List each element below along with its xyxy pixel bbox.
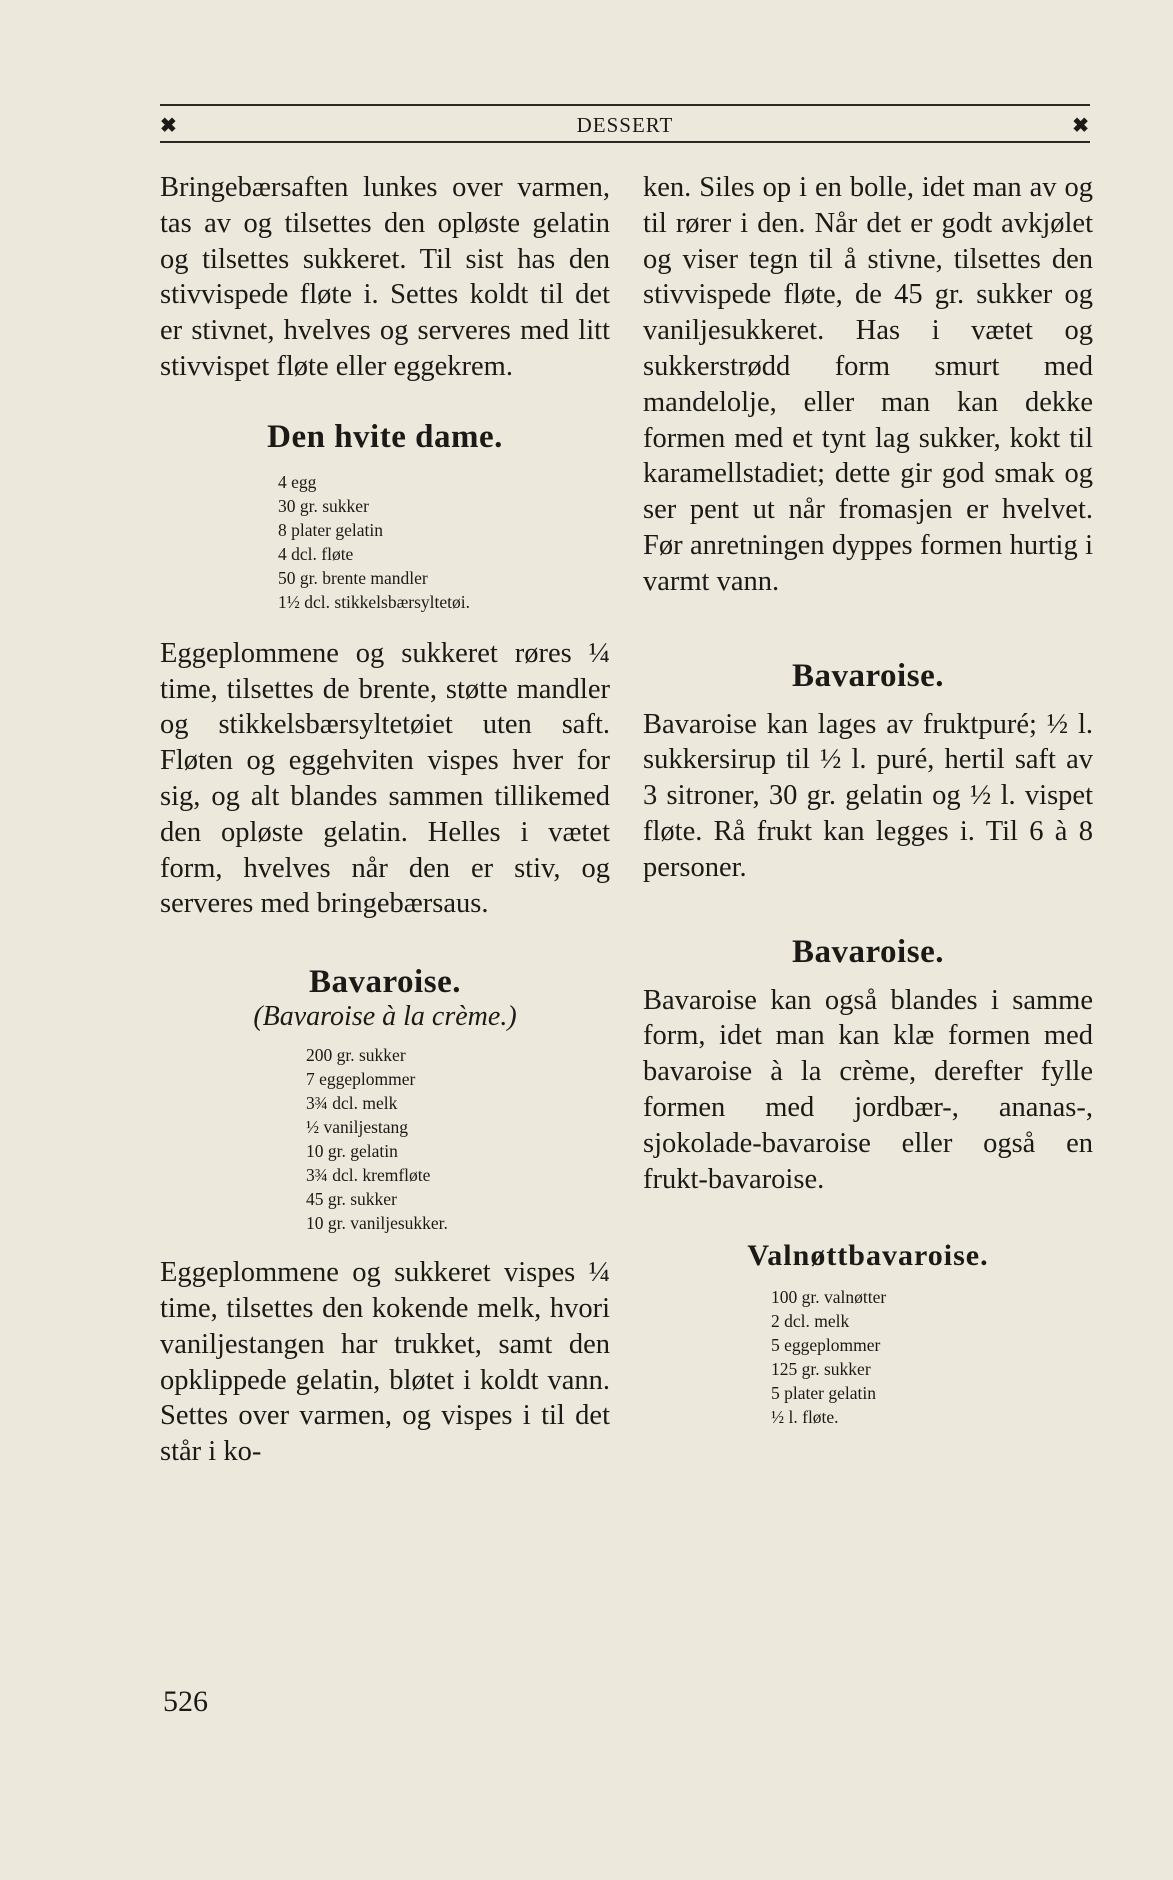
ingredient-item: 5 eggeplommer [771, 1335, 881, 1356]
right-paragraph-3: Bavaroise kan også blandes i samme form, idet man kan klæ formen med bavaroise à la crème, derefter fylle formen med jordbær-, ananas-, sjokolade-bavaroise eller også en frukt-bavaroise. [643, 984, 1093, 1195]
right-column [643, 170, 1093, 1429]
ingredient-item: 125 gr. sukker [771, 1359, 871, 1380]
ingredient-item: 100 gr. valnøtter [771, 1287, 887, 1308]
ingredient-item: 10 gr. gelatin [306, 1141, 398, 1162]
ingredient-item: 50 gr. brente mandler [278, 567, 428, 588]
header-rule-top [160, 104, 1090, 106]
left-paragraph-1: Bringebærsaften lunkes over varmen, tas av og tilsettes den opløste gelatin og tilsettes sukkeret. Til sist has den stivvispede fløte i. Settes koldt til det er stivnet, hvelves og serveres med litt stivvispet fløte eller eggekrem. [160, 172, 610, 382]
ingredient-item: ½ l. fløte. [771, 1407, 839, 1428]
recipe-title-bavaroise: Bavaroise. [309, 964, 461, 1001]
ingredient-item: 4 dcl. fløte [278, 543, 354, 564]
running-header-title: DESSERT [576, 112, 674, 137]
ingredient-item: 1½ dcl. stikkelsbærsyltetøi. [278, 591, 471, 612]
right-paragraph-2: Bavaroise kan lages av fruktpuré; ½ l. sukkersirup til ½ l. puré, hertil saft av 3 sitroner, 30 gr. gelatin og ½ l. vispet fløte. Rå frukt kan legges i. Til 6 à 8 personer. [643, 708, 1093, 883]
page-number: 526 [163, 1685, 208, 1718]
recipe-title-bavaroise-fruktpure: Bavaroise. [792, 657, 944, 694]
right-paragraph-1: ken. Siles op i en bolle, idet man av og til rører i den. Når det er godt avkjølet og viser tegn til å stivne, tilsettes den stivvispede fløte, de 45 gr. sukker og vaniljesukkeret. Has i vætet og sukkerstrødd form smurt med mandelolje, eller man kan dekke formen med et tynt lag sukker, kokt til karamellstadiet; dette gir god smak og ser pent ut når fromasjen er hvelvet. Før anretningen dyppes formen hurtig i varmt vann. [643, 172, 1093, 597]
ingredient-item: 4 egg [278, 471, 317, 492]
ingredient-list-bavaroise [306, 1043, 610, 1235]
left-paragraph-2: Eggeplommene og sukkeret røres ¼ time, tilsettes de brente, støtte mandler og stikkelsbærsyltetøiet uten saft. Fløten og eggehviten vispes hver for sig, og alt blandes sammen tillikemed den opløste gelatin. Helles i vætet form, hvelves når den er stiv, og serveres med bringebærsaus. [160, 637, 610, 920]
header-rule-bottom [160, 141, 1090, 143]
header-left-ornament: ✖ [160, 114, 178, 137]
ingredient-item: 3¾ dcl. kremfløte [306, 1165, 431, 1186]
ingredient-item: 5 plater gelatin [771, 1383, 876, 1404]
recipe-title-valnottbavaroise: Valnøttbavaroise. [747, 1239, 989, 1273]
recipe-title-bavaroise-blandet: Bavaroise. [792, 933, 944, 970]
recipe-subtitle-bavaroise-a-la-creme: (Bavaroise à la crème.) [253, 1001, 517, 1033]
running-header [160, 110, 1090, 140]
ingredient-item: 200 gr. sukker [306, 1045, 406, 1066]
left-paragraph-3: Eggeplommene og sukkeret vispes ¼ time, tilsettes den kokende melk, hvori vaniljestangen har trukket, samt den opklippede gelatin, bløtet i koldt vann. Settes over varmen, og vispes i til det står i ko- [160, 1257, 610, 1468]
ingredient-item: ½ vaniljestang [306, 1117, 409, 1138]
ingredient-item: 8 plater gelatin [278, 519, 383, 540]
ingredient-item: 30 gr. sukker [278, 495, 369, 516]
ingredient-item: 45 gr. sukker [306, 1189, 397, 1210]
ingredient-item: 2 dcl. melk [771, 1311, 850, 1332]
ingredient-item: 7 eggeplommer [306, 1069, 416, 1090]
ingredient-item: 3¾ dcl. melk [306, 1093, 398, 1114]
ingredient-item: 10 gr. vaniljesukker. [306, 1213, 448, 1234]
ingredient-list-den-hvite-dame [278, 470, 610, 614]
recipe-title-den-hvite-dame: Den hvite dame. [267, 418, 503, 455]
header-right-ornament: ✖ [1072, 114, 1090, 137]
left-column [160, 170, 610, 1470]
ingredient-list-valnottbavaroise [771, 1285, 1093, 1429]
